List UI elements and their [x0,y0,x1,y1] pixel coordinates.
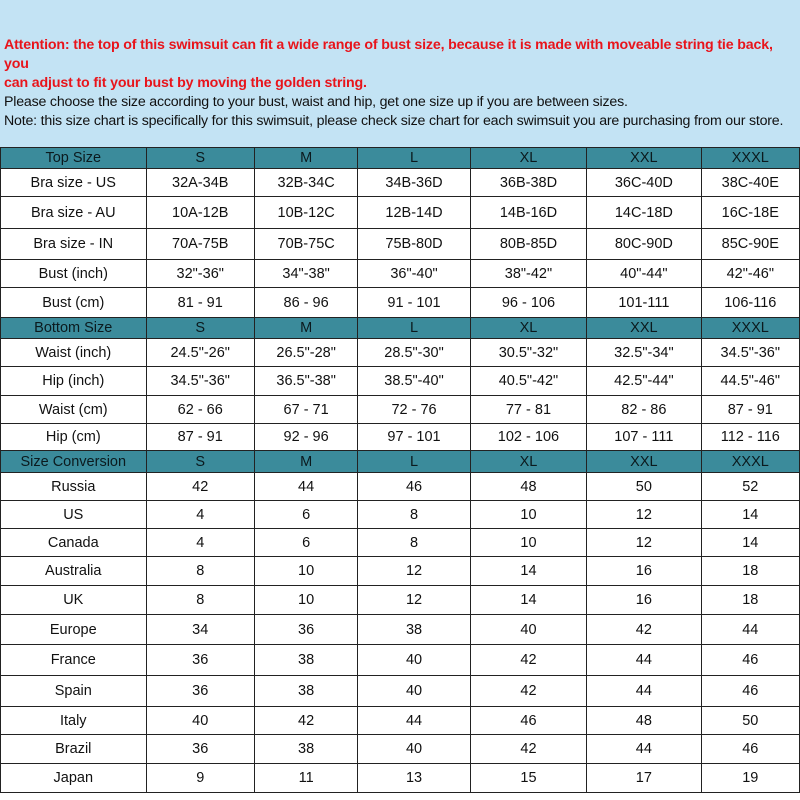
size-value-cell: 91 - 101 [358,288,470,318]
table-row [1,229,800,260]
size-value-cell: 36.5"-38" [254,367,357,396]
size-value-cell: 34 [146,615,254,645]
size-value-cell: 14 [701,501,799,529]
section-title: Top Size [1,148,147,169]
size-value-cell: 10 [254,557,357,586]
size-column-header: XL [470,318,586,339]
size-value-cell: 10A-12B [146,197,254,229]
note-line-1: Please choose the size according to your bust, waist and hip, get one size up if you are between sizes. [4,94,628,110]
size-column-header: M [254,318,357,339]
size-value-cell: 38.5"-40" [358,367,470,396]
size-value-cell: 46 [701,735,799,764]
size-value-cell: 12 [358,586,470,615]
size-value-cell: 44 [587,645,701,676]
size-column-header: M [254,451,357,473]
size-value-cell: 6 [254,529,357,557]
size-value-cell: 38 [254,735,357,764]
table-row [1,645,800,676]
row-label: Waist (cm) [1,396,147,424]
size-value-cell: 106-116 [701,288,799,318]
size-value-cell: 34"-38" [254,260,357,288]
size-column-header: XXL [587,318,701,339]
size-value-cell: 10B-12C [254,197,357,229]
table-row [1,586,800,615]
row-label: Bust (cm) [1,288,147,318]
table-row [1,615,800,645]
size-value-cell: 40 [358,735,470,764]
size-value-cell: 80B-85D [470,229,586,260]
size-column-header: S [146,148,254,169]
size-value-cell: 9 [146,764,254,793]
size-value-cell: 42 [470,735,586,764]
size-column-header: L [358,451,470,473]
size-value-cell: 19 [701,764,799,793]
size-value-cell: 8 [146,557,254,586]
size-value-cell: 38C-40E [701,169,799,197]
size-value-cell: 24.5"-26" [146,339,254,367]
size-value-cell: 14 [701,529,799,557]
size-column-header: S [146,451,254,473]
size-value-cell: 12 [587,529,701,557]
size-value-cell: 32B-34C [254,169,357,197]
top-size-header-row [1,148,800,169]
size-value-cell: 30.5"-32" [470,339,586,367]
size-value-cell: 96 - 106 [470,288,586,318]
size-value-cell: 44 [587,676,701,707]
size-value-cell: 44 [701,615,799,645]
size-value-cell: 34.5"-36" [701,339,799,367]
size-value-cell: 34.5"-36" [146,367,254,396]
size-value-cell: 38 [254,676,357,707]
size-value-cell: 42.5"-44" [587,367,701,396]
size-value-cell: 36 [146,645,254,676]
size-value-cell: 14C-18D [587,197,701,229]
attention-line-2: can adjust to fit your bust by moving the golden string. [4,75,367,91]
size-value-cell: 52 [701,473,799,501]
size-value-cell: 13 [358,764,470,793]
size-value-cell: 34B-36D [358,169,470,197]
size-value-cell: 70B-75C [254,229,357,260]
size-column-header: XXXL [701,148,799,169]
row-label: Bra size - IN [1,229,147,260]
table-row [1,501,800,529]
size-value-cell: 8 [146,586,254,615]
size-value-cell: 36 [254,615,357,645]
size-value-cell: 40 [358,645,470,676]
size-value-cell: 38 [254,645,357,676]
size-value-cell: 50 [701,707,799,735]
size-value-cell: 102 - 106 [470,424,586,451]
size-column-header: L [358,318,470,339]
size-value-cell: 36 [146,676,254,707]
size-value-cell: 46 [470,707,586,735]
size-column-header: XXL [587,148,701,169]
table-row [1,764,800,793]
size-column-header: XL [470,451,586,473]
note-line-2: Note: this size chart is specifically for this swimsuit, please check size chart for each swimsuit you are purchasing from our store. [4,113,784,129]
size-value-cell: 16 [587,586,701,615]
notice-banner [0,0,800,147]
size-column-header: S [146,318,254,339]
size-value-cell: 50 [587,473,701,501]
size-value-cell: 80C-90D [587,229,701,260]
row-label: Europe [1,615,147,645]
size-value-cell: 26.5"-28" [254,339,357,367]
size-value-cell: 10 [470,529,586,557]
row-label: Italy [1,707,147,735]
row-label: Waist (inch) [1,339,147,367]
size-value-cell: 36C-40D [587,169,701,197]
size-value-cell: 82 - 86 [587,396,701,424]
row-label: Canada [1,529,147,557]
size-value-cell: 72 - 76 [358,396,470,424]
size-value-cell: 44.5"-46" [701,367,799,396]
size-value-cell: 40 [470,615,586,645]
size-value-cell: 112 - 116 [701,424,799,451]
size-value-cell: 12 [587,501,701,529]
size-value-cell: 14 [470,557,586,586]
size-chart-table [0,147,800,793]
size-value-cell: 44 [358,707,470,735]
size-value-cell: 101-111 [587,288,701,318]
row-label: Bust (inch) [1,260,147,288]
size-column-header: L [358,148,470,169]
row-label: Japan [1,764,147,793]
row-label: France [1,645,147,676]
size-value-cell: 6 [254,501,357,529]
size-value-cell: 42 [146,473,254,501]
size-value-cell: 17 [587,764,701,793]
table-row [1,367,800,396]
size-column-header: XXXL [701,451,799,473]
size-value-cell: 32A-34B [146,169,254,197]
size-value-cell: 14B-16D [470,197,586,229]
row-label: Australia [1,557,147,586]
row-label: Hip (inch) [1,367,147,396]
row-label: UK [1,586,147,615]
size-value-cell: 38"-42" [470,260,586,288]
section-title: Size Conversion [1,451,147,473]
size-value-cell: 36B-38D [470,169,586,197]
size-value-cell: 42"-46" [701,260,799,288]
table-row [1,735,800,764]
size-value-cell: 10 [254,586,357,615]
size-value-cell: 48 [470,473,586,501]
row-label: Russia [1,473,147,501]
row-label: US [1,501,147,529]
table-row [1,260,800,288]
size-value-cell: 87 - 91 [701,396,799,424]
section-title: Bottom Size [1,318,147,339]
size-value-cell: 92 - 96 [254,424,357,451]
table-row [1,169,800,197]
size-value-cell: 36"-40" [358,260,470,288]
size-value-cell: 40 [146,707,254,735]
size-value-cell: 16 [587,557,701,586]
table-row [1,473,800,501]
table-row [1,557,800,586]
size-value-cell: 42 [470,676,586,707]
size-value-cell: 32"-36" [146,260,254,288]
size-value-cell: 107 - 111 [587,424,701,451]
size-value-cell: 40"-44" [587,260,701,288]
size-value-cell: 40.5"-42" [470,367,586,396]
size-value-cell: 46 [358,473,470,501]
size-value-cell: 16C-18E [701,197,799,229]
size-value-cell: 48 [587,707,701,735]
table-row [1,707,800,735]
size-value-cell: 44 [254,473,357,501]
table-row [1,396,800,424]
size-value-cell: 86 - 96 [254,288,357,318]
size-value-cell: 18 [701,557,799,586]
size-value-cell: 8 [358,501,470,529]
size-value-cell: 32.5"-34" [587,339,701,367]
size-value-cell: 36 [146,735,254,764]
size-value-cell: 46 [701,645,799,676]
row-label: Spain [1,676,147,707]
size-value-cell: 44 [587,735,701,764]
size-value-cell: 70A-75B [146,229,254,260]
size-value-cell: 75B-80D [358,229,470,260]
size-value-cell: 4 [146,529,254,557]
size-value-cell: 97 - 101 [358,424,470,451]
size-value-cell: 67 - 71 [254,396,357,424]
attention-line-1: Attention: the top of this swimsuit can fit a wide range of bust size, because it is made with moveable string tie back, you [4,37,773,72]
size-value-cell: 18 [701,586,799,615]
size-value-cell: 62 - 66 [146,396,254,424]
size-value-cell: 42 [254,707,357,735]
size-value-cell: 11 [254,764,357,793]
size-value-cell: 85C-90E [701,229,799,260]
row-label: Bra size - US [1,169,147,197]
size-value-cell: 81 - 91 [146,288,254,318]
size-conversion-header-row [1,451,800,473]
size-value-cell: 4 [146,501,254,529]
size-value-cell: 38 [358,615,470,645]
size-value-cell: 12 [358,557,470,586]
size-value-cell: 42 [470,645,586,676]
row-label: Hip (cm) [1,424,147,451]
size-column-header: M [254,148,357,169]
size-value-cell: 77 - 81 [470,396,586,424]
size-value-cell: 46 [701,676,799,707]
size-value-cell: 28.5"-30" [358,339,470,367]
size-value-cell: 12B-14D [358,197,470,229]
size-value-cell: 42 [587,615,701,645]
size-value-cell: 8 [358,529,470,557]
row-label: Bra size - AU [1,197,147,229]
table-row [1,676,800,707]
table-row [1,288,800,318]
size-column-header: XL [470,148,586,169]
table-row [1,197,800,229]
table-row [1,529,800,557]
size-value-cell: 40 [358,676,470,707]
size-value-cell: 10 [470,501,586,529]
size-value-cell: 87 - 91 [146,424,254,451]
size-column-header: XXXL [701,318,799,339]
bottom-size-header-row [1,318,800,339]
table-row [1,424,800,451]
size-value-cell: 14 [470,586,586,615]
size-column-header: XXL [587,451,701,473]
table-row [1,339,800,367]
size-value-cell: 15 [470,764,586,793]
row-label: Brazil [1,735,147,764]
